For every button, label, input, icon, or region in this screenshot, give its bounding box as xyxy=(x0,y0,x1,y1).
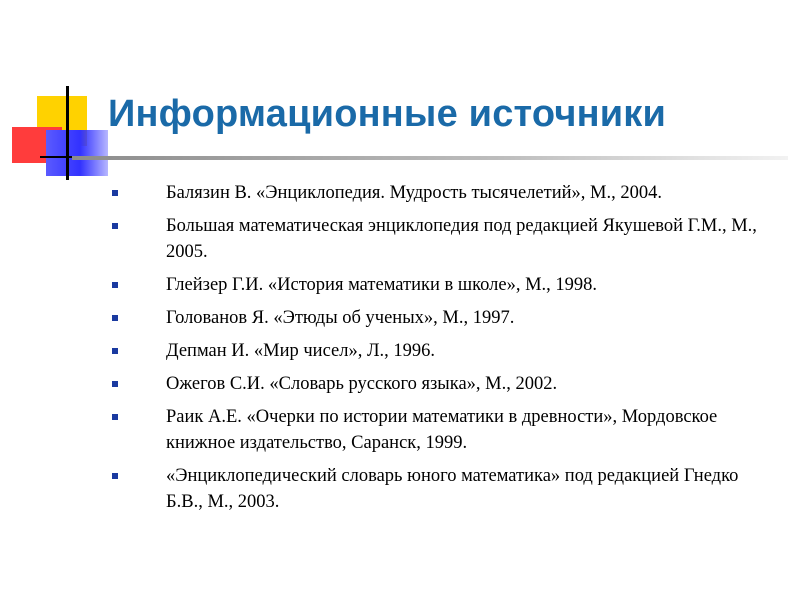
sources-list xyxy=(108,180,768,522)
square-bullet-icon xyxy=(112,282,118,288)
list-item xyxy=(108,463,768,515)
decorative-squares-logo xyxy=(0,0,120,190)
vertical-line xyxy=(66,86,69,180)
square-bullet-icon xyxy=(112,473,118,479)
square-bullet-icon xyxy=(112,381,118,387)
blue-square xyxy=(46,130,108,176)
list-item xyxy=(108,338,768,364)
list-item-text: Депман И. «Мир чисел», Л., 1996. xyxy=(166,341,435,361)
square-bullet-icon xyxy=(112,315,118,321)
list-item-text: Большая математическая энциклопедия под редакцией Якушевой Г.М., М., 2005. xyxy=(166,216,757,262)
list-item xyxy=(108,371,768,397)
list-item xyxy=(108,404,768,456)
list-item-text: Голованов Я. «Этюды об ученых», М., 1997. xyxy=(166,308,515,328)
list-item xyxy=(108,180,768,206)
square-bullet-icon xyxy=(112,348,118,354)
list-item-text: «Энциклопедический словарь юного математика» под редакцией Гнедко Б.В., М., 2003. xyxy=(166,466,739,512)
list-item-text: Раик А.Е. «Очерки по истории математики в древности», Мордовское книжное издательство, Саранск, 1999. xyxy=(166,407,718,453)
slide-title: Информационные источники xyxy=(108,93,667,135)
square-bullet-icon xyxy=(112,223,118,229)
list-item-text: Глейзер Г.И. «История математики в школе», М., 1998. xyxy=(166,275,598,295)
square-bullet-icon xyxy=(112,414,118,420)
list-item-text: Балязин В. «Энциклопедия. Мудрость тысячелетий», М., 2004. xyxy=(166,183,662,203)
list-item xyxy=(108,213,768,265)
title-underline-divider xyxy=(72,156,788,160)
list-item xyxy=(108,305,768,331)
list-item-text: Ожегов С.И. «Словарь русского языка», М., 2002. xyxy=(166,374,558,394)
list-item xyxy=(108,272,768,298)
square-bullet-icon xyxy=(112,190,118,196)
